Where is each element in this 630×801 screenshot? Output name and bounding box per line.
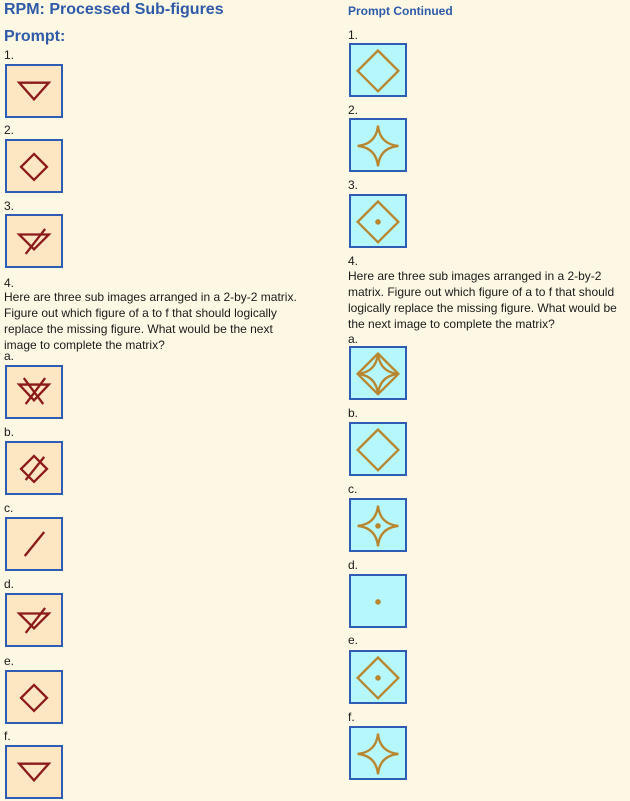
prompt-figure-2	[5, 139, 63, 193]
diamond-icon	[7, 672, 61, 722]
question-number: 4.	[348, 254, 359, 268]
triangle-icon	[7, 66, 61, 116]
option-c-figure	[349, 498, 407, 552]
option-e-figure	[349, 650, 407, 704]
diamond-icon	[7, 141, 61, 191]
option-label: a.	[348, 332, 359, 346]
diamond-star-icon	[351, 348, 405, 398]
option-label: c.	[348, 482, 358, 496]
option-a-figure	[5, 365, 63, 419]
triangle-slash-icon	[7, 595, 61, 645]
option-b-figure	[349, 422, 407, 476]
item-label: 2.	[348, 103, 359, 117]
star-icon	[351, 728, 405, 778]
slash-icon	[7, 519, 61, 569]
page-title: RPM: Processed Sub-figures	[4, 1, 224, 18]
option-f-figure	[349, 726, 407, 780]
option-e-figure	[5, 670, 63, 724]
option-label: d.	[348, 558, 359, 572]
item-label: 3.	[4, 199, 15, 213]
prompt-figure-1	[349, 43, 407, 97]
option-label: b.	[4, 425, 15, 439]
option-c-figure	[5, 517, 63, 571]
question-text: Here are three sub images arranged in a 2-by-2 matrix. Figure out which figure of a to f that should logically replace the missing figure. What would be the next image to complete the matrix?	[348, 269, 617, 331]
item-label: 3.	[348, 178, 359, 192]
option-d-figure	[349, 574, 407, 628]
item-label: 1.	[4, 48, 15, 62]
item-label: 1.	[348, 28, 359, 42]
option-f-figure	[5, 745, 63, 799]
option-d-figure	[5, 593, 63, 647]
option-label: b.	[348, 406, 359, 420]
question-text: Here are three sub images arranged in a 2-by-2 matrix. Figure out which figure of a to f that should logically replace the missing figure. What would be the next image to complete the matrix?	[4, 290, 297, 352]
prompt-figure-1	[5, 64, 63, 118]
diamond-icon	[351, 424, 405, 474]
diamond-slash-icon	[7, 443, 61, 493]
option-label: c.	[4, 501, 14, 515]
option-label: d.	[4, 577, 15, 591]
star-icon	[351, 120, 405, 170]
option-label: f.	[4, 729, 11, 743]
question-number: 4.	[4, 276, 15, 290]
diamond-dot-icon	[351, 652, 405, 702]
prompt-figure-2	[349, 118, 407, 172]
option-a-figure	[349, 346, 407, 400]
option-label: f.	[348, 710, 355, 724]
option-b-figure	[5, 441, 63, 495]
triangle-slash-icon	[7, 216, 61, 266]
prompt-heading: Prompt:	[4, 28, 66, 45]
triangle-icon	[7, 747, 61, 797]
continued-heading: Prompt Continued	[348, 4, 453, 18]
option-label: e.	[348, 633, 359, 647]
diamond-dot-icon	[351, 196, 405, 246]
triangle-x-icon	[7, 367, 61, 417]
diamond-icon	[351, 45, 405, 95]
prompt-figure-3	[349, 194, 407, 248]
option-label: e.	[4, 654, 15, 668]
option-label: a.	[4, 349, 15, 363]
item-label: 2.	[4, 123, 15, 137]
prompt-figure-3	[5, 214, 63, 268]
dot-icon	[351, 576, 405, 626]
star-dot-icon	[351, 500, 405, 550]
